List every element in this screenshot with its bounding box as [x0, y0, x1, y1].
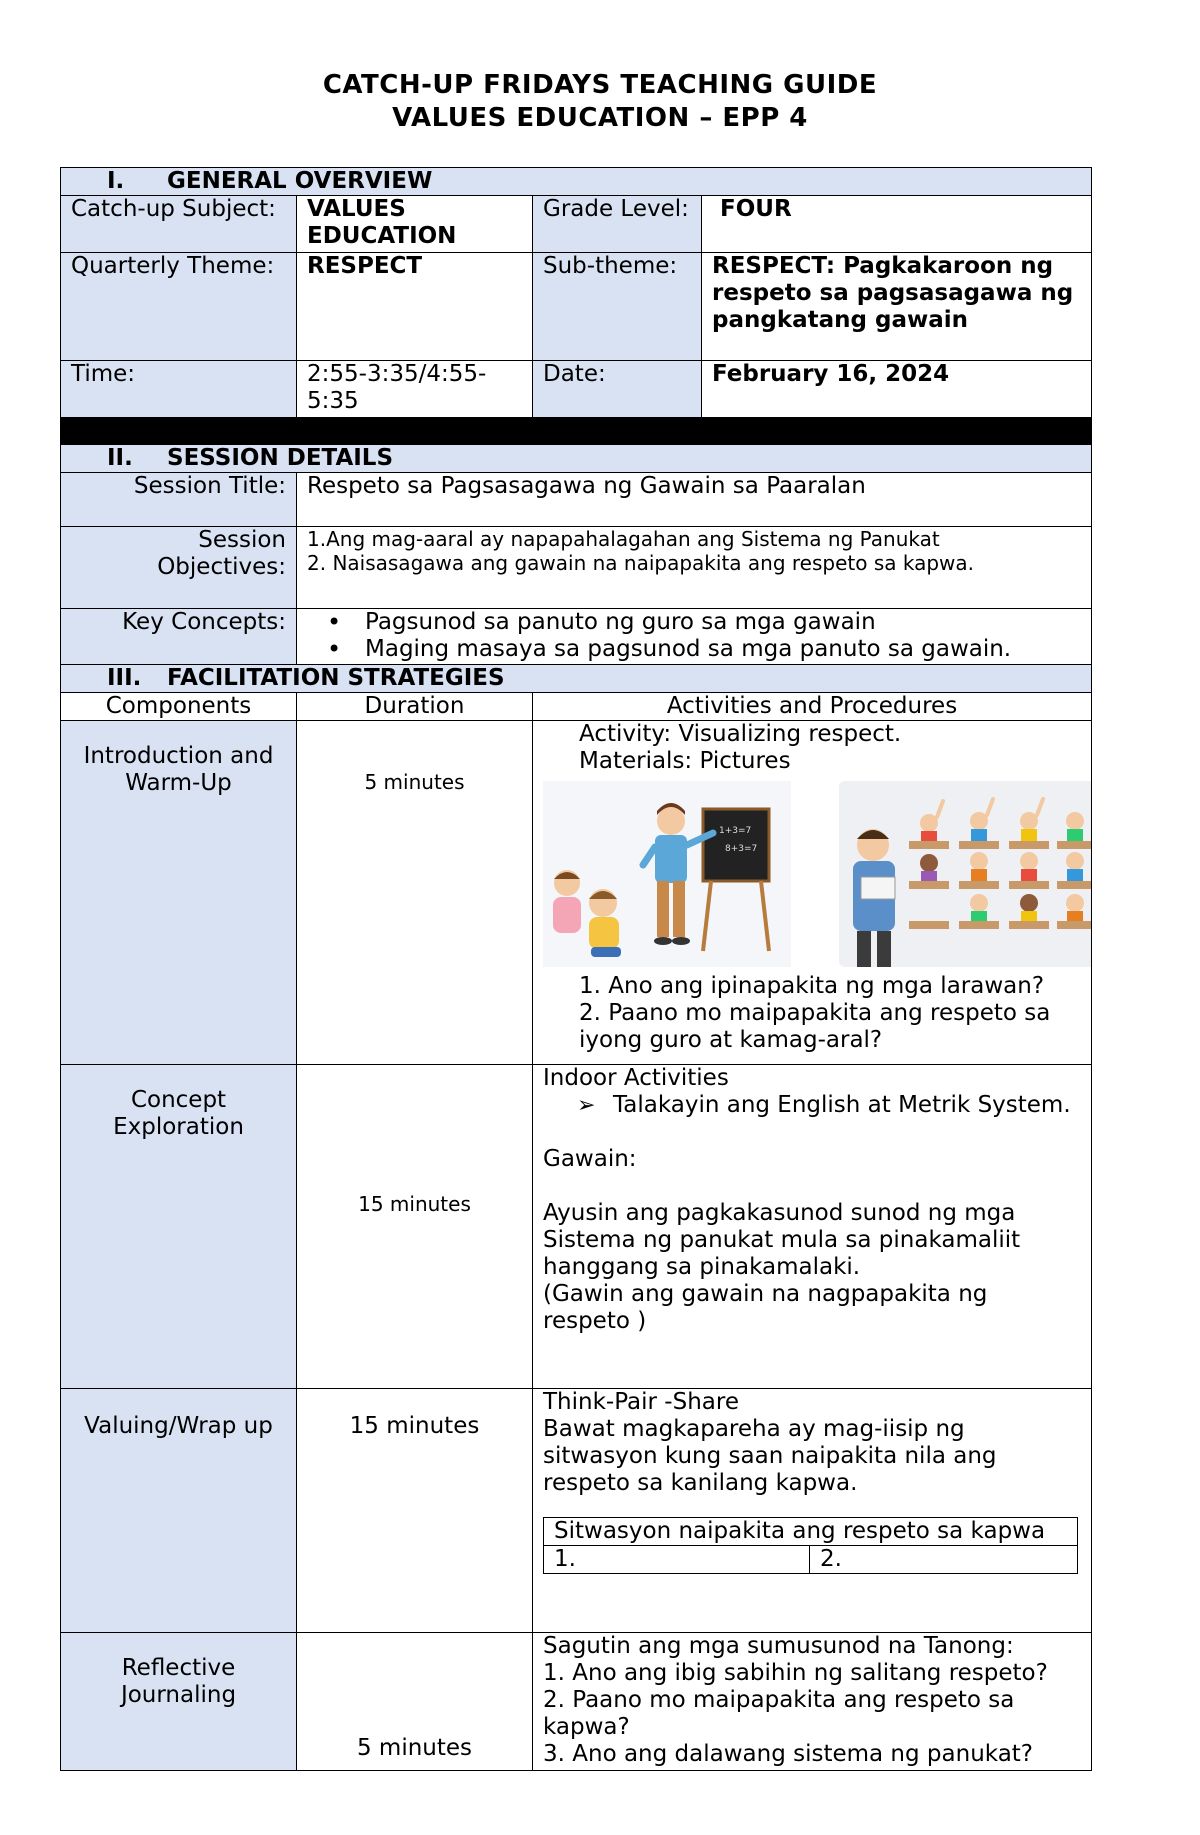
reflective-heading: Sagutin ang mga sumusunod na Tanong: [543, 1633, 1014, 1659]
objectives-label-line2: Objectives: [157, 554, 286, 580]
catchup-subject-label: Catch-up Subject: [61, 196, 297, 253]
situation-table-header: Sitwasyon naipakita ang respeto sa kapwa [544, 1518, 1078, 1546]
section-general-overview [61, 168, 1092, 196]
section-title: SESSION DETAILS [167, 445, 394, 471]
date-label: Date: [533, 361, 702, 418]
grade-level-label: Grade Level: [533, 196, 702, 253]
situation-cell-1[interactable]: 1. [544, 1546, 810, 1574]
session-title-label: Session Title: [61, 473, 297, 527]
guide-subtitle: VALUES EDUCATION – EPP 4 [392, 103, 808, 133]
section-title: FACILITATION STRATEGIES [167, 665, 505, 691]
column-header-components: Components [61, 693, 297, 721]
quarterly-theme-value: RESPECT [297, 253, 533, 361]
key-concept-item: • Maging masaya sa pagsunod sa mga panuto sa gawain. [365, 636, 1081, 663]
grade-level-value: FOUR [702, 196, 1092, 253]
intro-question-1: 1. Ano ang ipinapakita ng mga larawan? [579, 973, 1045, 999]
component-valuing: Valuing/Wrap up [61, 1389, 297, 1633]
session-objectives [297, 527, 1092, 609]
intro-question-2: 2. Paano mo maipapakita ang respeto sa iyong guro at kamag-aral? [579, 1000, 1051, 1053]
section-title: GENERAL OVERVIEW [167, 168, 433, 194]
teaching-guide-table [60, 167, 1092, 1771]
classroom-picture [839, 781, 1092, 967]
component-line: Concept [130, 1087, 227, 1113]
catchup-subject-value: VALUES EDUCATION [297, 196, 533, 253]
duration-introduction: 5 minutes [297, 721, 533, 1065]
duration-concept: 15 minutes [297, 1065, 533, 1389]
concept-instruction: Ayusin ang pagkakasunod sunod ng mga Sistema ng panukat mula sa pinakamaliit hanggang sa pinakamalaki. [543, 1200, 1021, 1280]
column-header-duration: Duration [297, 693, 533, 721]
objective-item: 2. Naisasagawa ang gawain na naipapakita ang respeto sa kapwa. [307, 551, 975, 575]
gawain-label: Gawain: [543, 1146, 637, 1172]
section-number: II. [107, 445, 133, 471]
row-reflective [61, 1633, 1092, 1771]
guide-title: CATCH-UP FRIDAYS TEACHING GUIDE [322, 70, 878, 100]
reflective-question-1: 1. Ano ang ibig sabihin ng salitang respeto? [543, 1660, 1048, 1686]
objective-item: 1.Ang mag-aaral ay napapahalagahan ang Sistema ng Panukat [307, 527, 940, 551]
section-number: III. [107, 665, 142, 691]
key-concepts [297, 609, 1092, 665]
duration-reflective: 5 minutes [297, 1633, 533, 1771]
section-number: I. [107, 168, 125, 194]
component-line: Warm-Up [125, 770, 232, 796]
materials-label: Materials: Pictures [579, 748, 791, 774]
component-line: Introduction and [83, 743, 274, 769]
subtheme-label: Sub-theme: [533, 253, 702, 361]
valuing-text: Bawat magkapareha ay mag-iisip ng sitwasyon kung saan naipakita nila ang respeto sa kanilang kapwa. [543, 1416, 997, 1496]
concept-note: (Gawin ang gawain na nagpapakita ng respeto ) [543, 1281, 988, 1334]
component-line: Exploration [113, 1114, 244, 1140]
row-introduction [61, 721, 1092, 1065]
column-header-activities: Activities and Procedures [533, 693, 1092, 721]
section-divider [61, 418, 1092, 445]
component-introduction [61, 721, 297, 1065]
concept-bullet: ➢ Talakayin ang English at Metrik System. [613, 1092, 1081, 1119]
section-session-details [61, 445, 1092, 473]
svg-text:1+3=7: 1+3=7 [719, 826, 752, 836]
date-value: February 16, 2024 [702, 361, 1092, 418]
valuing-heading: Think-Pair -Share [543, 1389, 739, 1415]
section-facilitation [61, 665, 1092, 693]
activity-label: Activity: Visualizing respect. [579, 721, 902, 747]
svg-text:8+3=7: 8+3=7 [725, 844, 758, 854]
time-value: 2:55-3:35/4:55-5:35 [297, 361, 533, 418]
reflective-question-2: 2. Paano mo maipapakita ang respeto sa kapwa? [543, 1687, 1015, 1740]
activities-concept [533, 1065, 1092, 1389]
component-line: Journaling [120, 1682, 237, 1708]
objectives-label-line1: Session [198, 527, 286, 553]
concept-heading: Indoor Activities [543, 1065, 729, 1091]
situation-cell-2[interactable]: 2. [810, 1546, 1078, 1574]
session-title-value: Respeto sa Pagsasagawa ng Gawain sa Paaralan [297, 473, 1092, 527]
time-label: Time: [61, 361, 297, 418]
key-concept-item: • Pagsunod sa panuto ng guro sa mga gawain [365, 609, 1081, 636]
row-concept-exploration [61, 1065, 1092, 1389]
quarterly-theme-label: Quarterly Theme: [61, 253, 297, 361]
component-reflective [61, 1633, 297, 1771]
component-line: Reflective [121, 1655, 236, 1681]
picture-area [543, 777, 1081, 973]
activities-reflective [533, 1633, 1092, 1771]
key-concepts-label: Key Concepts: [61, 609, 297, 665]
reflective-question-3: 3. Ano ang dalawang sistema ng panukat? [543, 1741, 1034, 1767]
subtheme-value: RESPECT: Pagkakaroon ng respeto sa pagsasagawa ng pangkatang gawain [702, 253, 1092, 361]
component-concept [61, 1065, 297, 1389]
situation-table [543, 1517, 1078, 1574]
teacher-blackboard-picture [543, 781, 791, 967]
activities-introduction [533, 721, 1092, 1065]
row-valuing [61, 1389, 1092, 1633]
activities-valuing [533, 1389, 1092, 1633]
duration-valuing: 15 minutes [297, 1389, 533, 1633]
session-objectives-label [61, 527, 297, 609]
